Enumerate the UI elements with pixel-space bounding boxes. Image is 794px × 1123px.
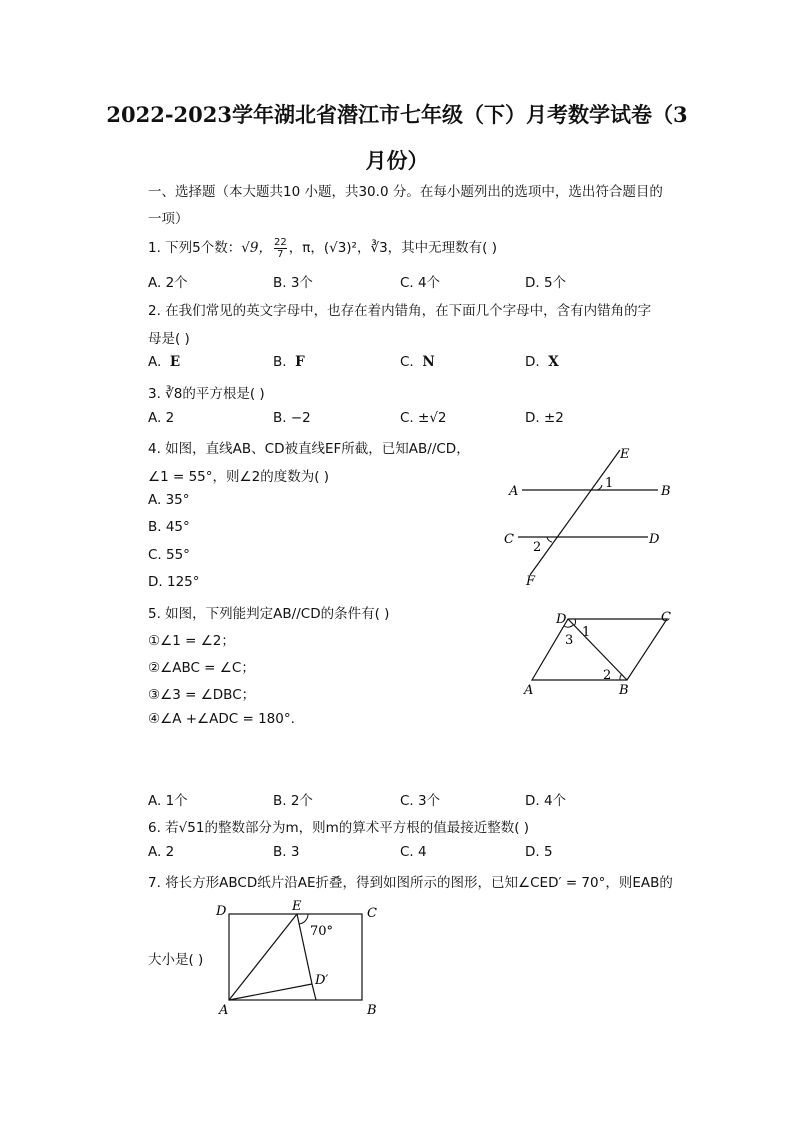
- question-1-rest: ，π，(√3)²，∛3，其中无理数有( ): [288, 240, 497, 256]
- label-1: 1: [605, 476, 614, 491]
- question-7-figure: [212, 898, 387, 1020]
- question-5-condition-1: ①∠1 = ∠2；: [148, 633, 235, 649]
- question-5-stem: 5. 如图，下列能判定AB//CD的条件有( ): [148, 606, 390, 622]
- question-5-condition-4: ④∠A +∠ADC = 180°.: [148, 711, 295, 727]
- angle-arc-1: [574, 619, 576, 626]
- label-e: E: [620, 447, 630, 462]
- option-label: A.: [148, 354, 162, 370]
- question-1-option-b[interactable]: B. 3个: [273, 275, 313, 291]
- question-3-option-a[interactable]: A. 2: [148, 410, 175, 426]
- question-2-option-b[interactable]: [273, 354, 305, 370]
- question-7-stem-line1: 7. 将长方形ABCD纸片沿AE折叠，得到如图所示的图形，已知∠CED′ = 70°，则EAB的: [148, 875, 673, 891]
- question-2-stem-line1: 2. 在我们常见的英文字母中，也存在着内错角，在下面几个字母中，含有内错角的字: [148, 303, 652, 319]
- line-ef: [530, 450, 620, 575]
- label-b: B: [619, 683, 629, 698]
- diagonal-db: [568, 619, 627, 680]
- label-d: D: [216, 904, 227, 919]
- question-4-stem-line2: ∠1 = 55°，则∠2的度数为( ): [148, 469, 330, 485]
- question-5-condition-2: ②∠ABC = ∠C；: [148, 660, 255, 676]
- option-label: B.: [273, 354, 287, 370]
- question-4-stem-line1: 4. 如图，直线AB、CD被直线EF所截，已知AB//CD，: [148, 441, 470, 457]
- label-70-degrees: 70°: [310, 924, 334, 939]
- question-5-option-a[interactable]: A. 1个: [148, 793, 188, 809]
- question-7-stem-line2: 大小是( ): [148, 952, 204, 968]
- question-6-option-a[interactable]: A. 2: [148, 844, 175, 860]
- exam-title-line1: 2022-2023学年湖北省潜江市七年级（下）月考数学试卷（3: [106, 102, 688, 127]
- question-3-option-b[interactable]: B. −2: [273, 410, 311, 426]
- option-label: C.: [400, 354, 414, 370]
- question-1-stem: [148, 236, 497, 260]
- question-5-condition-3: ③∠3 = ∠DBC；: [148, 687, 256, 703]
- label-c: C: [367, 906, 377, 921]
- question-3-stem: 3. ∛8的平方根是( ): [148, 386, 265, 402]
- question-6-option-b[interactable]: B. 3: [273, 844, 300, 860]
- parallelogram-abcd: [532, 619, 667, 680]
- question-4-option-c[interactable]: C. 55°: [148, 547, 190, 563]
- question-1-fraction: [274, 237, 287, 260]
- option-letter-e: E: [169, 354, 181, 370]
- question-1-option-d[interactable]: D. 5个: [525, 275, 567, 291]
- question-4-option-b[interactable]: B. 45°: [148, 519, 190, 535]
- angle-2-arc: [547, 537, 552, 542]
- section-heading-line2: 一项）: [148, 211, 189, 227]
- option-letter-n: N: [422, 354, 435, 370]
- question-4-figure: [500, 445, 680, 590]
- fraction-denominator: 7: [277, 248, 284, 260]
- question-6-option-c[interactable]: C. 4: [400, 844, 427, 860]
- question-5-option-b[interactable]: B. 2个: [273, 793, 313, 809]
- section-heading-line1: 一、选择题（本大题共10 小题，共30.0 分。在每小题列出的选项中，选出符合题目的: [148, 184, 663, 200]
- question-2-option-a[interactable]: [148, 354, 180, 370]
- label-e: E: [292, 899, 302, 914]
- label-c: C: [661, 610, 671, 625]
- angle-70-arc: [299, 914, 308, 924]
- question-2-stem-line2: 母是( ): [148, 331, 190, 347]
- label-2: 2: [533, 540, 542, 555]
- question-1-option-c[interactable]: C. 4个: [400, 275, 441, 291]
- question-4-option-d[interactable]: D. 125°: [148, 574, 200, 590]
- label-a: A: [219, 1003, 229, 1018]
- angle-arc-2: [620, 674, 622, 680]
- segment-ad-prime: [229, 984, 312, 1000]
- label-b: B: [367, 1003, 377, 1018]
- question-6-option-d[interactable]: D. 5: [525, 844, 553, 860]
- option-letter-x: X: [548, 354, 559, 370]
- label-d: D: [649, 532, 660, 547]
- question-5-option-c[interactable]: C. 3个: [400, 793, 441, 809]
- question-2-option-c[interactable]: [400, 354, 435, 370]
- label-1: 1: [582, 625, 591, 640]
- label-2: 2: [603, 668, 612, 683]
- label-d: D: [556, 612, 567, 627]
- question-6-stem: 6. 若√51的整数部分为m，则m的算术平方根的值最接近整数( ): [148, 820, 530, 836]
- exam-title-line2: 月份）: [365, 148, 429, 173]
- question-4-option-a[interactable]: A. 35°: [148, 492, 190, 508]
- question-5-figure: [515, 607, 685, 699]
- label-a: A: [524, 683, 534, 698]
- option-letter-f: F: [295, 354, 305, 370]
- label-f: F: [526, 574, 536, 589]
- label-c: C: [504, 532, 514, 547]
- question-1-prefix: 1. 下列5个数：: [148, 240, 242, 256]
- option-label: D.: [525, 354, 540, 370]
- label-b: B: [661, 484, 671, 499]
- label-a: A: [509, 484, 519, 499]
- label-d-prime: D′: [315, 973, 329, 988]
- fold-line-ae: [229, 914, 297, 1000]
- angle-1-arc: [596, 485, 602, 490]
- question-1-sqrt9: √9，: [241, 240, 272, 256]
- question-3-option-c[interactable]: C. ±√2: [400, 410, 447, 426]
- label-3: 3: [565, 633, 574, 648]
- question-1-option-a[interactable]: A. 2个: [148, 275, 188, 291]
- question-2-option-d[interactable]: [525, 354, 559, 370]
- fraction-numerator: 22: [273, 236, 287, 248]
- question-3-option-d[interactable]: D. ±2: [525, 410, 564, 426]
- exam-title: [100, 92, 694, 184]
- question-5-option-d[interactable]: D. 4个: [525, 793, 567, 809]
